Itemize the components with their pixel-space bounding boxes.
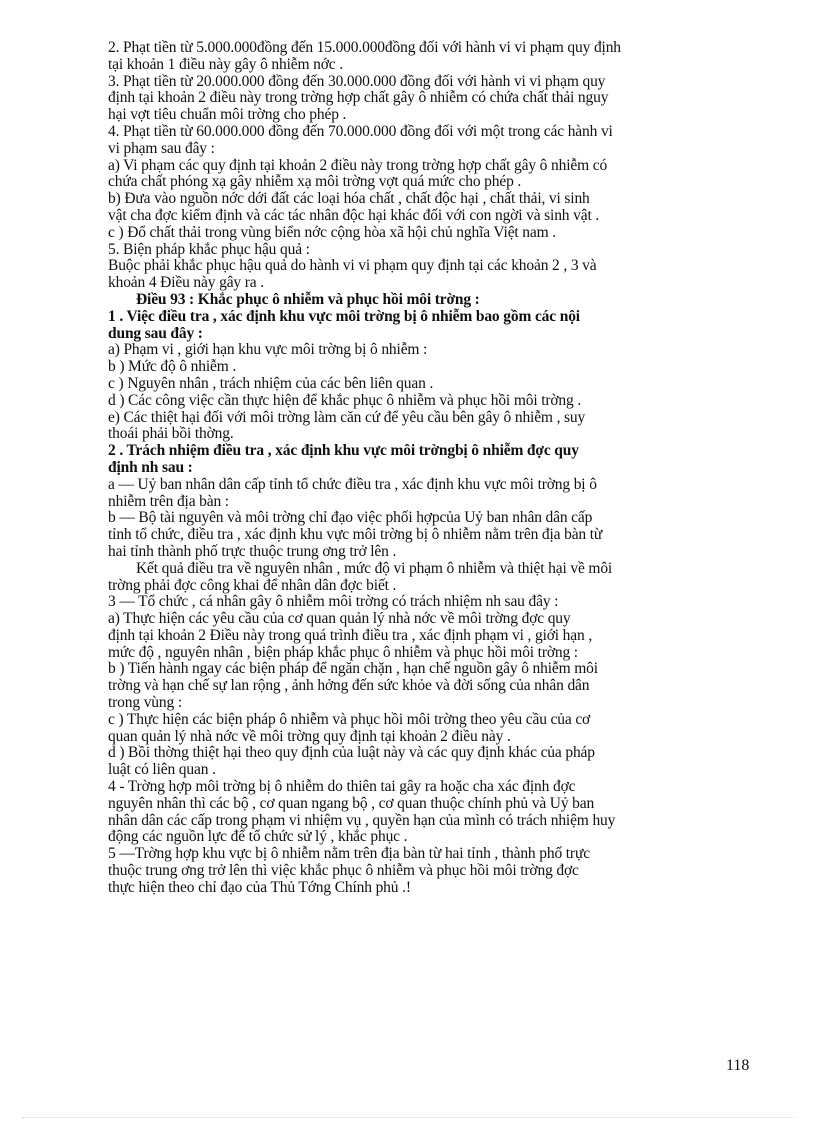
- text-line: c ) Thực hiện các biện pháp ô nhiễm và phục hồi môi trờng theo yêu cầu của cơ: [108, 710, 591, 728]
- text-line: e) Các thiệt hại đối với môi trờng làm căn cứ để yêu cầu bên gây ô nhiễm , suy: [108, 408, 586, 426]
- text-line: b ) Mức độ ô nhiễm .: [108, 358, 237, 376]
- text-line: 2 . Trách nhiệm điều tra , xác định khu vực môi trờngbị ô nhiễm đợc quy: [108, 442, 579, 460]
- text-line: trờng phải đợc công khai để nhân dân đợc biết .: [108, 576, 397, 594]
- text-line: c ) Nguyên nhân , trách nhiệm của các bên liên quan .: [108, 374, 434, 392]
- text-line: dung sau đây :: [108, 324, 203, 342]
- text-line: 4. Phạt tiền từ 60.000.000 đồng đến 70.000.000 đồng đối với một trong các hành vi: [108, 122, 613, 140]
- text-line: 4 - Trờng hợp môi trờng bị ô nhiễm do thiên tai gây ra hoặc cha xác định đợc: [108, 778, 576, 796]
- text-line: tại khoản 1 điều này gây ô nhiễm nớc .: [108, 55, 343, 73]
- text-line: vật cha đợc kiểm định và các tác nhân độc hại khác đối với con ngời và sinh vật .: [108, 206, 600, 224]
- text-line: a) Thực hiện các yêu cầu của cơ quan quản lý nhà nớc về môi trờng đợc quy: [108, 610, 571, 628]
- text-line: d ) Bồi thờng thiệt hại theo quy định của luật này và các quy định khác của pháp: [108, 744, 595, 762]
- text-line: hai tỉnh thành phố trực thuộc trung ơng trở lên .: [108, 542, 397, 560]
- text-line: động các nguồn lực để tổ chức sử lý , khắc phục .: [108, 828, 408, 846]
- text-line: nguyên nhân thì các bộ , cơ quan ngang bộ , cơ quan thuộc chính phủ và Uỷ ban: [108, 794, 595, 812]
- text-line: trong vùng :: [108, 694, 182, 712]
- text-line: a) Phạm vi , giới hạn khu vực môi trờng bị ô nhiễm :: [108, 341, 428, 359]
- text-line: 1 . Việc điều tra , xác định khu vực môi trờng bị ô nhiễm bao gồm các nội: [108, 307, 580, 325]
- text-line: a) Vi phạm các quy định tại khoản 2 điều này trong trờng hợp chất gây ô nhiễm có: [108, 156, 608, 174]
- text-line: thuộc trung ơng trở lên thì việc khắc phục ô nhiễm và phục hồi môi trờng đợc: [108, 862, 579, 880]
- page-bottom-divider: [22, 1117, 794, 1118]
- text-line: trờng và hạn chế sự lan rộng , ảnh hởng đến sức khỏe và đời sống của nhân dân: [108, 677, 590, 695]
- text-line: định tại khoản 2 Điều này trong quá trình điều tra , xác định phạm vi , giới hạn ,: [108, 626, 593, 644]
- text-line: vi phạm sau đây :: [108, 139, 215, 157]
- text-line: chứa chất phóng xạ gây nhiễm xạ môi trờng vợt quá mức cho phép .: [108, 173, 522, 191]
- text-line: b — Bộ tài nguyên và môi trờng chỉ đạo việc phối hợpcủa Uỷ ban nhân dân cấp: [108, 509, 593, 527]
- text-line: khoản 4 Điều này gây ra .: [108, 274, 264, 292]
- text-line: Buộc phải khắc phục hậu quả do hành vi vi phạm quy định tại các khoản 2 , 3 và: [108, 257, 597, 275]
- text-line: mức độ , nguyên nhân , biện pháp khắc phục ô nhiễm và phục hồi môi trờng :: [108, 643, 578, 661]
- text-line: nhiễm trên địa bàn :: [108, 492, 229, 510]
- text-line: Điều 93 : Khắc phục ô nhiễm và phục hồi môi trờng :: [136, 290, 480, 308]
- text-line: c ) Đổ chất thải trong vùng biển nớc cộng hòa xã hội chủ nghĩa Việt nam .: [108, 223, 556, 241]
- text-line: Kết quả điều tra về nguyên nhân , mức độ vi phạm ô nhiễm và thiệt hại về môi: [136, 559, 613, 577]
- text-line: b) Đưa vào nguồn nớc dới đất các loại hóa chất , chất độc hại , chất thải, vi sinh: [108, 190, 590, 208]
- text-line: a — Uỷ ban nhân dân cấp tỉnh tổ chức điều tra , xác định khu vực môi trờng bị ô: [108, 475, 597, 493]
- page-number: 118: [726, 1057, 750, 1074]
- text-line: 3. Phạt tiền từ 20.000.000 đồng đến 30.000.000 đồng đối với hành vi vi phạm quy: [108, 72, 606, 90]
- text-line: 5. Biện pháp khắc phục hậu quả :: [108, 240, 310, 258]
- text-line: luật có liên quan .: [108, 761, 216, 779]
- text-line: d ) Các công việc cần thực hiện để khắc phục ô nhiễm và phục hồi môi trờng .: [108, 391, 582, 409]
- text-line: thoái phải bồi thờng.: [108, 425, 234, 443]
- text-line: quan quản lý nhà nớc về môi trờng quy định tại khoản 2 điều này .: [108, 727, 511, 745]
- text-line: thực hiện theo chỉ đạo của Thủ Tớng Chính phủ .!: [108, 878, 411, 896]
- text-line: định nh sau :: [108, 458, 193, 476]
- text-line: b ) Tiến hành ngay các biện pháp để ngăn chặn , hạn chế nguồn gây ô nhiễm môi: [108, 660, 598, 678]
- document-body: [108, 40, 760, 897]
- text-line: 5 —Trờng hợp khu vực bị ô nhiễm nằm trên địa bàn từ hai tỉnh , thành phố trực: [108, 845, 590, 863]
- text-line: tỉnh tổ chức, điều tra , xác định khu vực môi trờng bị ô nhiễm nằm trên địa bàn từ: [108, 526, 603, 544]
- text-line: hại vợt tiêu chuẩn môi trờng cho phép .: [108, 106, 347, 124]
- text-line: định tại khoản 2 điều này trong trờng hợp chất gây ô nhiễm có chứa chất thải nguy: [108, 89, 609, 107]
- text-line: 2. Phạt tiền từ 5.000.000đồng đến 15.000.000đồng đối với hành vi vi phạm quy định: [108, 39, 621, 56]
- text-line: nhân dân các cấp trong phạm vi nhiệm vụ , quyền hạn của mình có trách nhiệm huy: [108, 811, 616, 829]
- text-line: 3 — Tổ chức , cá nhân gây ô nhiễm môi trờng có trách nhiệm nh sau đây :: [108, 593, 559, 611]
